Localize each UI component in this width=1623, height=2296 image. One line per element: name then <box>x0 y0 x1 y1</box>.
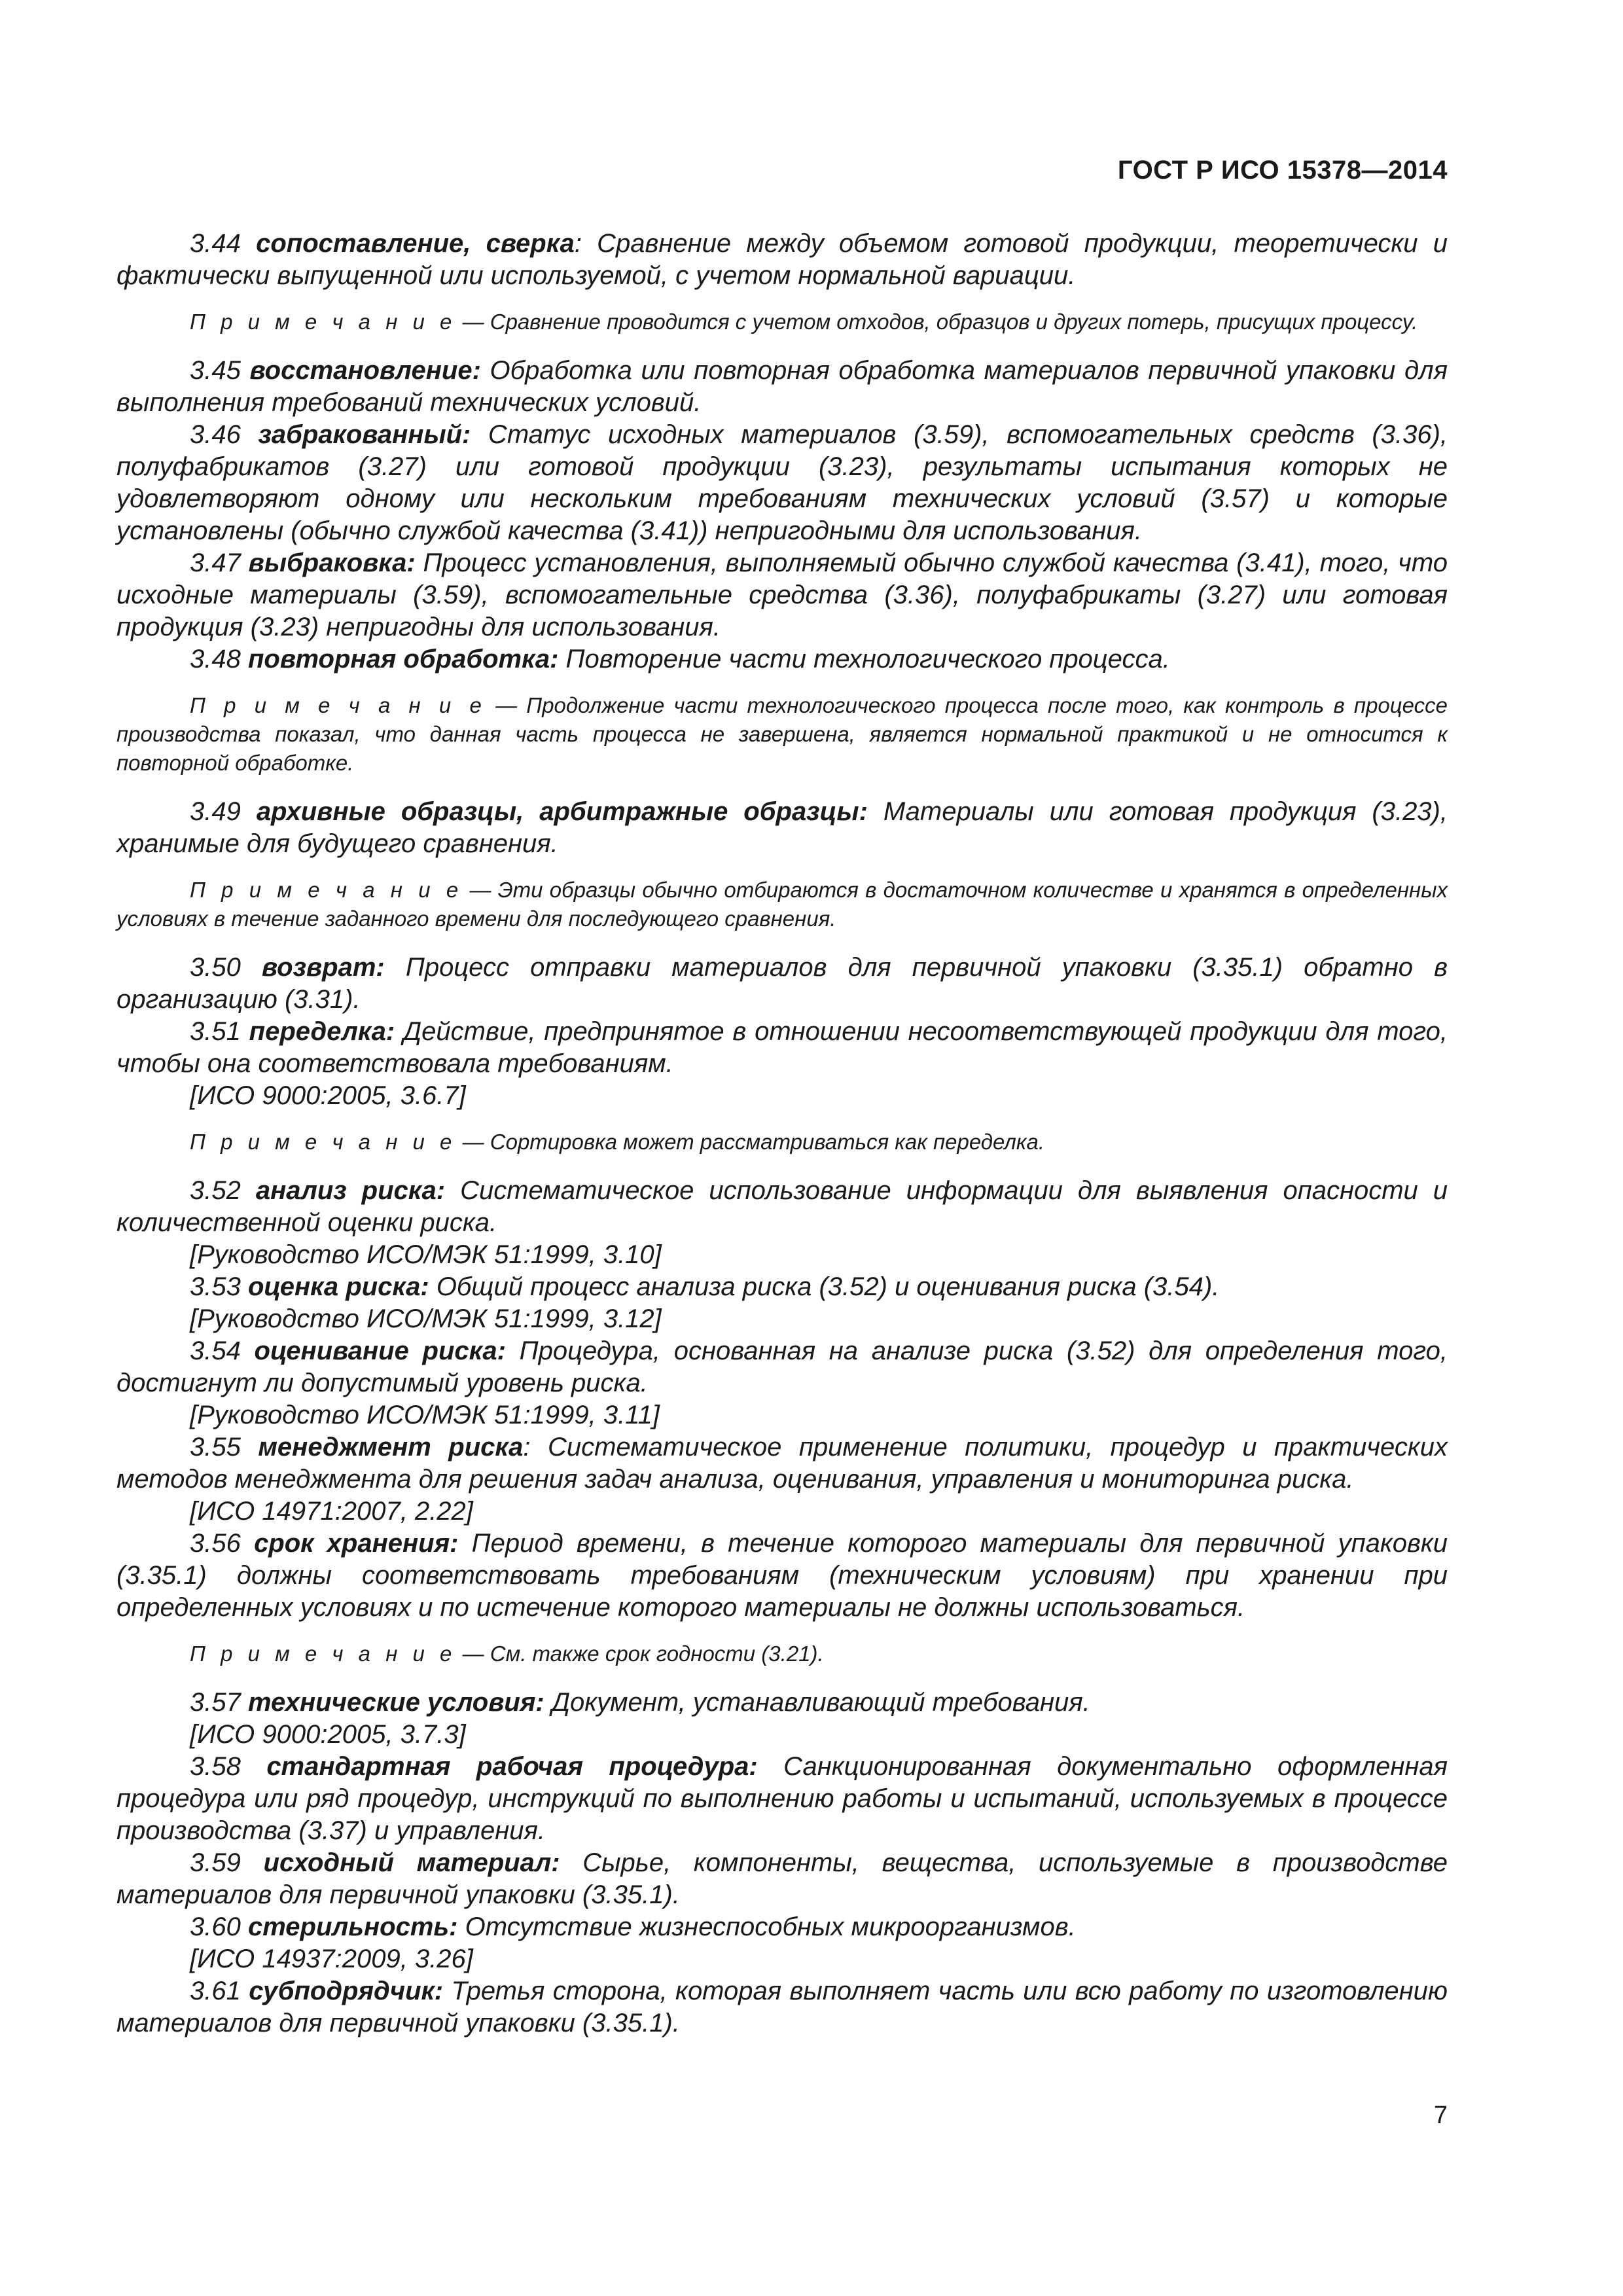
term-name: исходный материал: <box>263 1848 560 1877</box>
term-entry <box>116 1528 1448 1624</box>
term-number: 3.55 <box>190 1433 241 1462</box>
note <box>116 691 1448 778</box>
term-number: 3.56 <box>190 1529 241 1558</box>
term-definition: Документ, устанавливающий требования. <box>544 1688 1090 1717</box>
term-definition: Систематическое применение политики, процедур и практических методов менеджмента для решения задач анализа, оценивания, управления и мониторинга риска. <box>116 1433 1448 1494</box>
term-name: забракованный: <box>258 420 471 449</box>
term-name: переделка: <box>249 1017 395 1046</box>
note <box>116 308 1448 336</box>
term-entry <box>116 547 1448 643</box>
term-definition: Третья сторона, которая выполняет часть или всю работу по изготовлению материалов для первичной упаковки (3.35.1). <box>116 1977 1448 2037</box>
term-entry <box>116 1335 1448 1399</box>
term-number: 3.44 <box>190 229 241 258</box>
note-label: П р и м е ч а н и е <box>190 1130 457 1154</box>
term-separator: : <box>523 1433 531 1462</box>
term-number: 3.58 <box>190 1752 241 1781</box>
source-reference: [Руководство ИСО/МЭК 51:1999, 3.12] <box>190 1304 662 1333</box>
note-text: — Эти образцы обычно отбираются в достаточном количестве и хранятся в определенных условиях в течение заданного времени для последующего сравнения. <box>116 878 1448 931</box>
term-number: 3.61 <box>190 1977 241 2005</box>
term-entry <box>116 1271 1448 1303</box>
term-definition: Сырье, компоненты, вещества, используемые в производстве материалов для первичной упаковки (3.35.1). <box>116 1848 1448 1909</box>
term-definition: Санкционированная документально оформленная процедура или ряд процедур, инструкций по выполнению работы и испытаний, используемых в процессе производства (3.37) и управления. <box>116 1752 1448 1845</box>
term-name: восстановление: <box>249 356 481 385</box>
term-name: стандартная рабочая процедура: <box>266 1752 758 1781</box>
source-reference: [Руководство ИСО/МЭК 51:1999, 3.11] <box>190 1401 660 1429</box>
note <box>116 1128 1448 1157</box>
term-number: 3.49 <box>190 797 241 826</box>
term-entry <box>116 1431 1448 1496</box>
term-definition: Систематическое использование информации для выявления опасности и количественной оценки риска. <box>116 1176 1448 1237</box>
term-entry <box>116 1847 1448 1911</box>
term-number: 3.57 <box>190 1688 241 1717</box>
term-number: 3.59 <box>190 1848 241 1877</box>
term-number: 3.48 <box>190 645 241 673</box>
term-name: оценивание риска: <box>254 1336 506 1365</box>
note-text: — См. также срок годности (3.21). <box>456 1641 824 1666</box>
term-definition: Статус исходных материалов (3.59), вспомогательных средств (3.36), полуфабрикатов (3.27) или готовой продукции (3.23), результаты испытания которых не удовлетворяют одному или нескольким требованиям технических условий (3.57) и которые установлены (обычно службой качества (3.41)) непригодными для использования. <box>116 420 1448 545</box>
term-name: стерильность: <box>247 1912 458 1941</box>
note-text: — Продолжение части технологического процесса после того, как контроль в процессе производства показал, что данная часть процесса не завершена, является нормальной практикой и не относится к повторной обработке. <box>116 693 1448 775</box>
source-reference: [ИСО 14971:2007, 2.22] <box>190 1497 473 1526</box>
term-entry <box>116 643 1448 675</box>
term-name: анализ риска: <box>255 1176 446 1205</box>
note-label: П р и м е ч а н и е <box>190 310 457 334</box>
term-entry <box>116 952 1448 1016</box>
term-definition: Действие, предпринятое в отношении несоответствующей продукции для того, чтобы она соответствовала требованиям. <box>116 1017 1448 1078</box>
document-header: ГОСТ Р ИСО 15378—2014 <box>1117 156 1448 185</box>
term-number: 3.54 <box>190 1336 241 1365</box>
term-number: 3.46 <box>190 420 241 449</box>
term-name: срок хранения: <box>254 1529 459 1558</box>
term-definition: Процедура, основанная на анализе риска (3.52) для определения того, достигнут ли допустимый уровень риска. <box>116 1336 1448 1397</box>
term-definition: Повторение части технологического процесса. <box>558 645 1170 673</box>
term-entry <box>116 1016 1448 1080</box>
term-number: 3.50 <box>190 953 241 982</box>
term-entry <box>116 1175 1448 1239</box>
term-entry <box>116 1751 1448 1847</box>
terms-content <box>116 228 1448 2039</box>
note <box>116 876 1448 933</box>
term-definition: Сравнение между объемом готовой продукции, теоретически и фактически выпущенной или используемой, с учетом нормальной вариации. <box>116 229 1448 290</box>
term-number: 3.51 <box>190 1017 241 1046</box>
term-entry <box>116 419 1448 547</box>
term-definition: Процесс установления, выполняемый обычно службой качества (3.41), того, что исходные материалы (3.59), вспомогательные средства (3.36), полуфабрикаты (3.27) или готовая продукция (3.23) непригодны для использования. <box>116 548 1448 641</box>
term-definition: Период времени, в течение которого материалы для первичной упаковки (3.35.1) должны соответствовать требованиям (техническим условиям) при хранении при определенных условиях и по истечение которого материалы не должны использоваться. <box>116 1529 1448 1622</box>
term-definition: Общий процесс анализа риска (3.52) и оценивания риска (3.54). <box>429 1272 1220 1301</box>
note-label: П р и м е ч а н и е <box>190 878 463 902</box>
term-name: выбраковка: <box>248 548 416 577</box>
term-name: сопоставление, сверка <box>256 229 575 258</box>
term-number: 3.53 <box>190 1272 241 1301</box>
term-number: 3.60 <box>190 1912 241 1941</box>
term-entry <box>116 355 1448 419</box>
term-definition: Материалы или готовая продукция (3.23), хранимые для будущего сравнения. <box>116 797 1448 858</box>
note-label: П р и м е ч а н и е <box>190 1641 457 1666</box>
term-separator: : <box>574 229 582 258</box>
note-label: П р и м е ч а н и е <box>190 693 486 717</box>
term-name: оценка риска: <box>247 1272 429 1301</box>
term-name: архивные образцы, арбитражные образцы: <box>256 797 868 826</box>
term-entry <box>116 796 1448 860</box>
source-reference: [ИСО 9000:2005, 3.7.3] <box>190 1720 466 1749</box>
term-number: 3.47 <box>190 548 241 577</box>
term-definition: Отсутствие жизнеспособных микроорганизмов. <box>457 1912 1076 1941</box>
term-name: технические условия: <box>247 1688 544 1717</box>
note-text: — Сортировка может рассматриваться как переделка. <box>456 1130 1045 1154</box>
source-reference: [ИСО 9000:2005, 3.6.7] <box>190 1081 466 1110</box>
note-text: — Сравнение проводится с учетом отходов, образцов и других потерь, присущих процессу. <box>456 310 1418 334</box>
term-entry <box>116 1975 1448 2039</box>
term-name: менеджмент риска <box>258 1433 524 1462</box>
source-reference: [ИСО 14937:2009, 3.26] <box>190 1945 473 1973</box>
term-name: субподрядчик: <box>249 1977 444 2005</box>
source-reference: [Руководство ИСО/МЭК 51:1999, 3.10] <box>190 1240 662 1269</box>
term-number: 3.45 <box>190 356 241 385</box>
term-entry <box>116 1911 1448 1943</box>
term-entry <box>116 228 1448 292</box>
term-number: 3.52 <box>190 1176 241 1205</box>
term-definition: Процесс отправки материалов для первичной упаковки (3.35.1) обратно в организацию (3.31). <box>116 953 1448 1014</box>
page-number: 7 <box>1433 2102 1448 2129</box>
term-name: повторная обработка: <box>247 645 559 673</box>
term-definition: Обработка или повторная обработка материалов первичной упаковки для выполнения требований технических условий. <box>116 356 1448 417</box>
term-name: возврат: <box>261 953 385 982</box>
note <box>116 1640 1448 1668</box>
term-entry <box>116 1687 1448 1719</box>
